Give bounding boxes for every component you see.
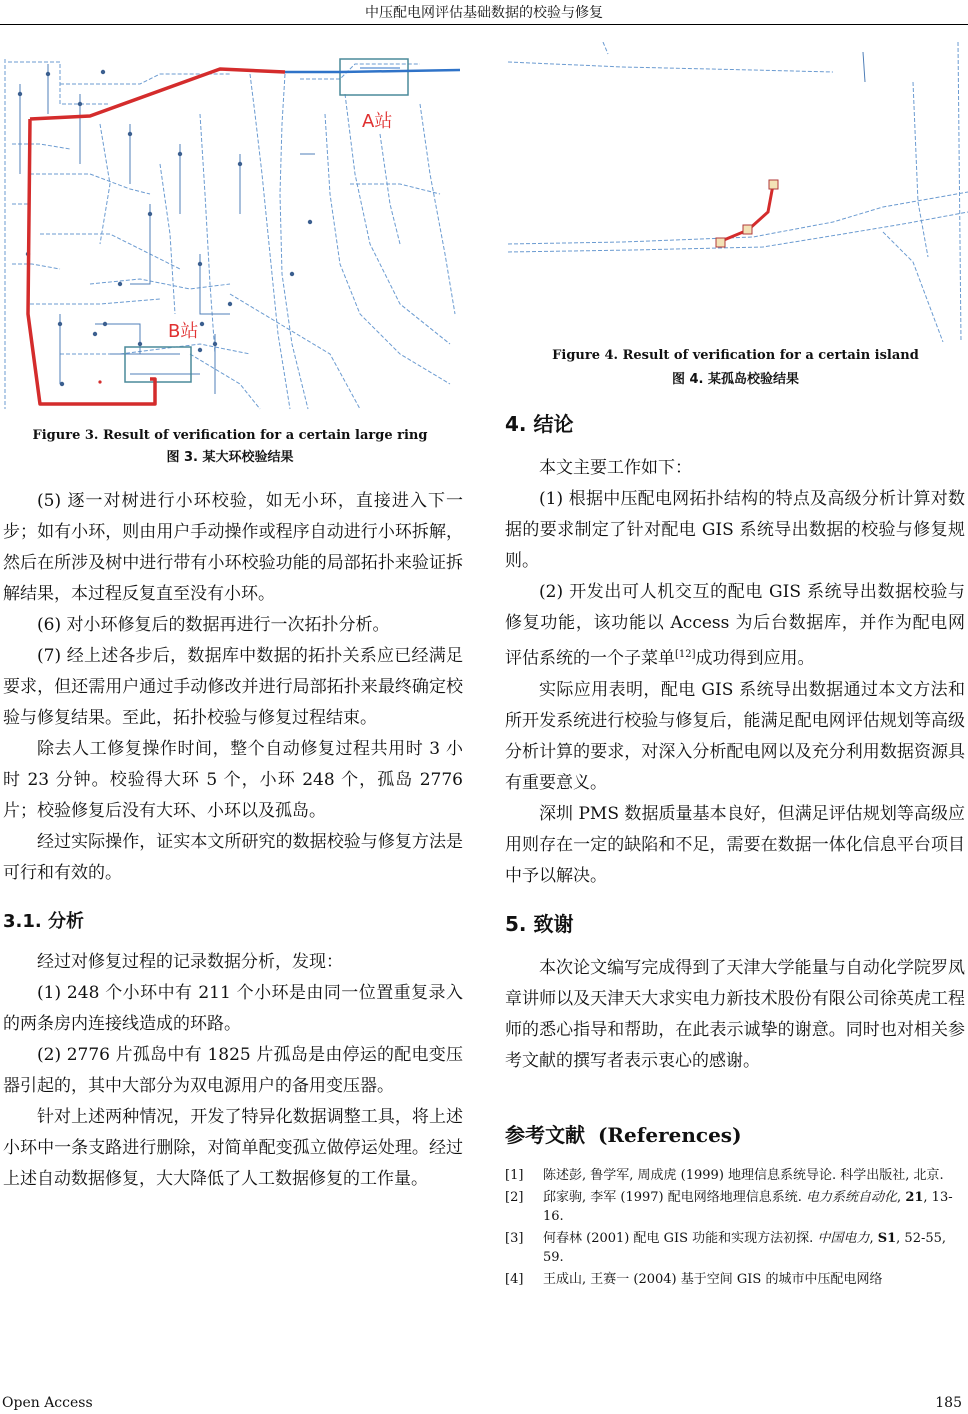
paragraph-analysis-1: (1) 248 个小环中有 211 个小环是由同一位置重复录入的两条房内连接线造成的环路。 (3, 983, 463, 1034)
paragraph-step-5: (5) 逐一对树进行小环校验，如无小环，直接进入下一步；如有小环，则由用户手动操作或程序自动进行小环拆解，然后在所涉及树中进行带有小环校验功能的局部拓扑来验证拆解结果，本过程反复直至没有小环。 (3, 491, 463, 604)
left-column (3, 486, 463, 1195)
paragraph-main-work: 本文主要工作如下： (539, 458, 692, 478)
paragraph-analysis-intro: 经过对修复过程的记录数据分析，发现： (37, 952, 343, 972)
right-column (505, 408, 965, 1289)
reference-2: [2] 邱家驹, 李军 (1997) 配电网络地理信息系统. 电力系统自动化, 21, 13-16. (505, 1189, 953, 1224)
station-b-label: B站 (168, 321, 199, 342)
reference-4: [4] 王成山, 王赛一 (2004) 基于空间 GIS 的城市中压配电网络 (505, 1271, 883, 1287)
paragraph-step-6: (6) 对小环修复后的数据再进行一次拓扑分析。 (37, 615, 390, 635)
running-header: 中压配电网评估基础数据的校验与修复 (365, 5, 603, 21)
paragraph-analysis-2: (2) 2776 片孤岛中有 1825 片孤岛是由停运的配电变压器引起的，其中大部分为双电源用户的备用变压器。 (3, 1045, 463, 1096)
figure-4-caption-cn: 图 4. 某孤岛校验结果 (671, 372, 800, 387)
figure-3-caption-en: Figure 3. Result of verification for a certain large ring (32, 428, 428, 443)
header-rule (0, 24, 968, 25)
paragraph-step-7: (7) 经上述各步后，数据库中数据的拓扑关系应已经满足要求，但还需用户通过手动修改并进行局部拓扑来最终确定校验与修复结果。至此，拓扑校验与修复过程结束。 (3, 646, 463, 728)
paragraph-validity: 经过实际操作，证实本文所研究的数据校验与修复方法是可行和有效的。 (3, 832, 463, 883)
paragraph-pms-quality: 深圳 PMS 数据质量基本良好，但满足评估规划等高级应用则存在一定的缺陷和不足，需要在数据一体化信息平台项目中予以解决。 (505, 803, 965, 886)
citation-12: [12] (675, 649, 696, 660)
figure-3-image (0, 54, 460, 414)
reference-3: [3] 何春林 (2001) 配电 GIS 功能和实现方法初探. 中国电力, S1, 52-55, 59. (505, 1230, 947, 1265)
footer-open-access: Open Access (2, 1395, 93, 1411)
reference-1: [1] 陈述彭, 鲁学军, 周成虎 (1999) 地理信息系统导论. 科学出版社, 北京. (505, 1167, 944, 1183)
paragraph-conclusion-1: (1) 根据中压配电网拓扑结构的特点及高级分析计算对数据的要求制定了针对配电 GIS 系统导出数据的校验与修复规则。 (505, 489, 965, 571)
page-number: 185 (935, 1395, 962, 1411)
references-heading: 参考文献 (References) (505, 1122, 742, 1147)
figure-4-caption-en: Figure 4. Result of verification for a certain island (552, 348, 919, 363)
station-a-label: A站 (362, 111, 393, 132)
paragraph-tool: 针对上述两种情况，开发了特异化数据调整工具，将上述小环中一条支路进行删除，对简单配变孤立做停运处理。经过上述自动数据修复，大大降低了人工数据修复的工作量。 (3, 1107, 463, 1189)
figure-3-caption-cn: 图 3. 某大环校验结果 (166, 450, 294, 465)
paragraph-application: 实际应用表明，配电 GIS 系统导出数据通过本文方法和所开发系统进行校验与修复后，能满足配电网评估规划等高级分析计算的要求，对深入分析配电网以及充分利用数据资源具有重要意义。 (505, 679, 965, 793)
paragraph-acknowledgement: 本次论文编写完成得到了天津大学能量与自动化学院罗凤章讲师以及天津天大求实电力新技术股份有限公司徐英虎工程师的悉心指导和帮助，在此表示诚挚的谢意。同时也对相关参考文献的撰写者表示衷心的感谢。 (505, 957, 965, 1071)
figure-4-image (503, 42, 968, 342)
section-4-heading: 4. 结论 (505, 412, 574, 436)
section-3-1-heading: 3.1. 分析 (3, 911, 84, 932)
paragraph-conclusion-2: (2) 开发出可人机交互的配电 GIS 系统导出数据校验与修复功能，该功能以 Access 为后台数据库，并作为配电网评估系统的一个子菜单[12]成功得到应用。 (505, 582, 965, 669)
section-5-heading: 5. 致谢 (505, 911, 574, 936)
paragraph-repair-time: 除去人工修复操作时间，整个自动修复过程共用时 3 小时 23 分钟。校验得大环 5 个，小环 248 个，孤岛 2776 片；校验修复后没有大环、小环以及孤岛。 (3, 739, 463, 821)
